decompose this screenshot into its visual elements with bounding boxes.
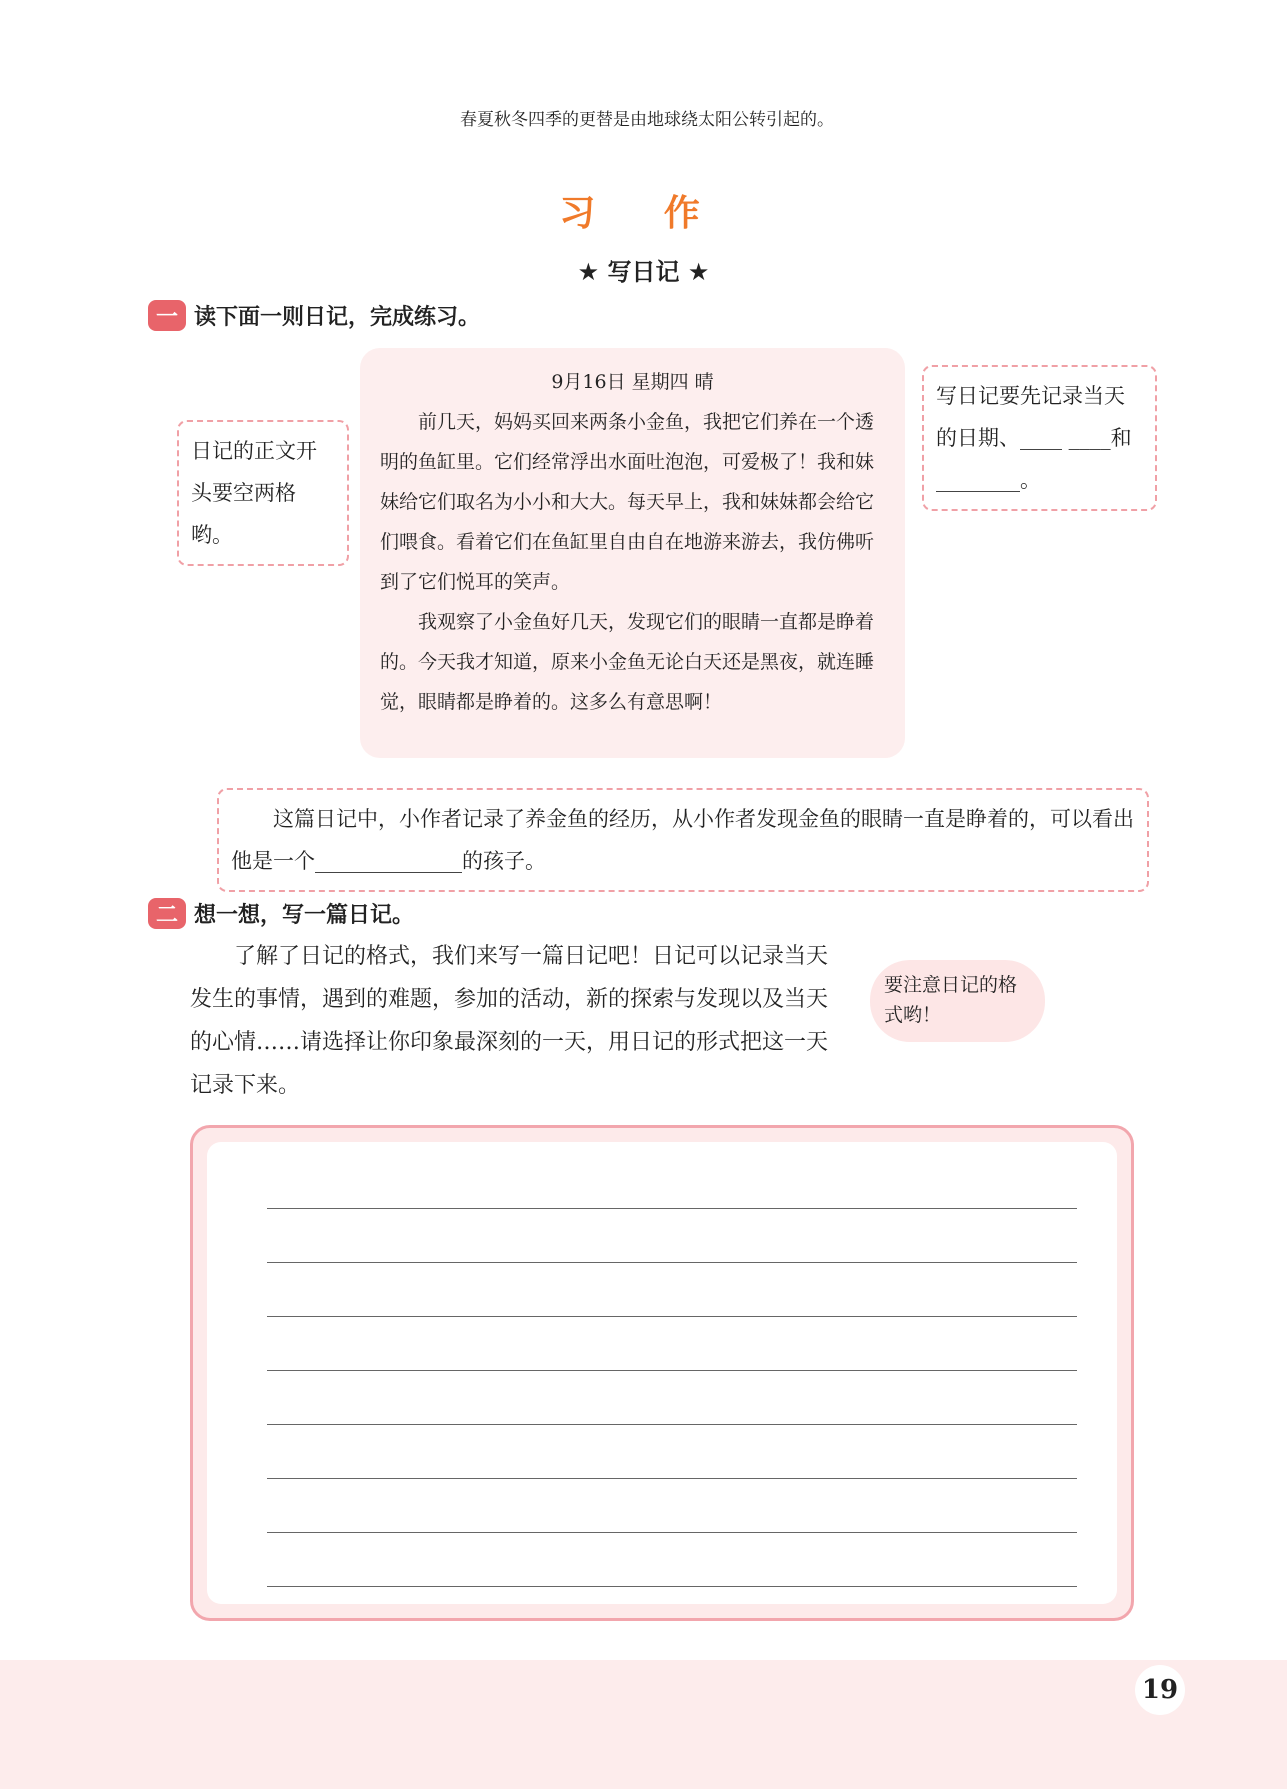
header-text: 春夏秋冬四季的更替是由地球绕太阳公转引起的。 bbox=[460, 110, 834, 130]
writing-line bbox=[267, 1478, 1077, 1479]
q2-instructions: 了解了日记的格式，我们来写一篇日记吧！日记可以记录当天发生的事情，遇到的难题，参加的活动，新的探索与发现以及当天的心情……请选择让你印象最深刻的一天，用日记的形式把这一天记录下来。 bbox=[190, 944, 829, 1098]
question-number: 二 bbox=[148, 898, 186, 929]
question-1 bbox=[148, 300, 480, 331]
left-note: 日记的正文开头要空两格哟。 bbox=[177, 420, 349, 566]
writing-area-inner bbox=[207, 1142, 1117, 1604]
diary-paragraph-2: 我观察了小金鱼好几天，发现它们的眼睛一直都是睁着的。今天我才知道，原来小金鱼无论白天还是黑夜，就连睡觉，眼睛都是睁着的。这多么有意思啊！ bbox=[380, 611, 875, 713]
writing-line bbox=[267, 1532, 1077, 1533]
writing-area[interactable] bbox=[190, 1125, 1134, 1621]
footer-wave bbox=[0, 1660, 1287, 1789]
writing-line bbox=[267, 1424, 1077, 1425]
writing-line bbox=[267, 1262, 1077, 1263]
subtitle: ★ 写日记 ★ bbox=[577, 258, 710, 286]
question-2 bbox=[148, 898, 414, 929]
right-note: 写日记要先记录当天的日期、____ ____和________。 bbox=[922, 365, 1157, 511]
page-number: 19 bbox=[1135, 1665, 1185, 1715]
writing-line bbox=[267, 1586, 1077, 1587]
writing-line bbox=[267, 1208, 1077, 1209]
bottom-note: 这篇日记中，小作者记录了养金鱼的经历，从小作者发现金鱼的眼睛一直是睁着的，可以看出他是一个______________的孩子。 bbox=[217, 788, 1149, 892]
diary-date: 9月16日 星期四 晴 bbox=[551, 371, 714, 393]
question-number: 一 bbox=[148, 300, 186, 331]
page-title: 习 作 bbox=[559, 193, 728, 234]
question-text: 读下面一则日记，完成练习。 bbox=[194, 305, 481, 330]
diary-box bbox=[360, 348, 905, 758]
writing-line bbox=[267, 1316, 1077, 1317]
question-text: 想一想，写一篇日记。 bbox=[194, 903, 415, 928]
writing-line bbox=[267, 1370, 1077, 1371]
diary-paragraph-1: 前几天，妈妈买回来两条小金鱼，我把它们养在一个透明的鱼缸里。它们经常浮出水面吐泡泡，可爱极了！我和妹妹给它们取名为小小和大大。每天早上，我和妹妹都会给它们喂食。看着它们在鱼缸里自由自在地游来游去，我仿佛听到了它们悦耳的笑声。 bbox=[380, 411, 875, 593]
speech-bubble: 要注意日记的格式哟！ bbox=[870, 960, 1045, 1042]
